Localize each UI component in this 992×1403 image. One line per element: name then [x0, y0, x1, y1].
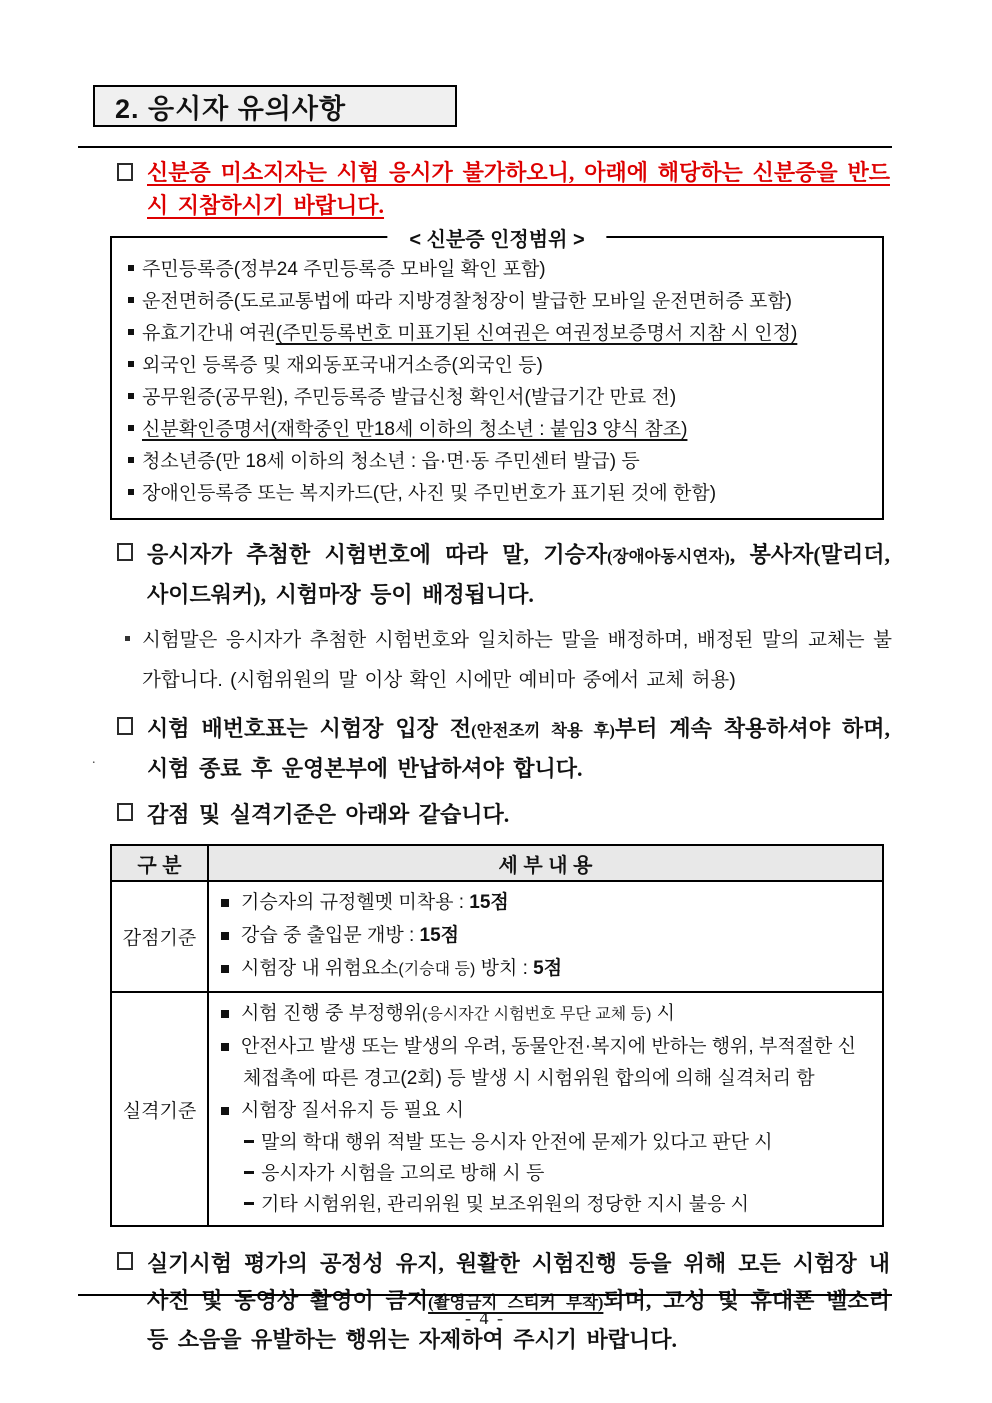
- id-box-title: < 신분증 인정범위 >: [387, 223, 606, 252]
- square-bullet-icon: [128, 297, 134, 303]
- assignment-paragraph: [78, 536, 892, 614]
- id-box-item: [128, 350, 872, 382]
- criteria-table: [110, 844, 884, 1227]
- red-notice-text-wrap: [147, 156, 892, 222]
- number-tag-t1: 시험 배번호표는 시험장 입장 전: [147, 716, 472, 741]
- criteria-intro-paragraph: [78, 796, 892, 834]
- disq-subtext: 응시자가 시험을 고의로 방해 시 등: [261, 1163, 545, 1184]
- disqualification-details: [208, 992, 883, 1226]
- checkbox-icon: [117, 1252, 133, 1270]
- red-notice-text: 신분증 미소지자는 시험 응시가 불가하오니, 아래에 해당하는 신분증을 반드시 지참하시기 바랍니다.: [147, 160, 890, 218]
- criteria-col-category: 구 분: [111, 845, 208, 881]
- small-square-bullet-icon: [125, 636, 130, 641]
- square-bullet-icon: [128, 265, 134, 271]
- assignment-small: (장애아동시연자): [607, 547, 730, 566]
- checkbox-icon: [117, 163, 133, 181]
- deduction-points: 5점: [533, 958, 563, 979]
- id-item-text: 주민등록증(정부24 주민등록증 모바일 확인 포함): [142, 259, 546, 280]
- square-bullet-icon: [128, 393, 134, 399]
- assignment-t2: , 봉사자(말리더, 사이드워커), 시험마장 등이 배정됩니다.: [147, 542, 890, 607]
- filming-small-underlined: (촬영금지 스티커 부착): [428, 1293, 604, 1312]
- assignment-note-text: 시험말은 응시자가 추첨한 시험번호와 일치하는 말을 배정하며, 배정된 말의 교체는 불가합니다. (시험위원의 말 이상 확인 시에만 예비마 중에서 교체 허용): [142, 629, 892, 691]
- criteria-table-header-row: [111, 845, 883, 881]
- disqualification-category: 실격기준: [111, 992, 208, 1226]
- square-bullet-icon: [128, 361, 134, 367]
- disqualification-subline: [221, 1127, 874, 1158]
- square-bullet-icon: [221, 899, 229, 907]
- id-box-item: [128, 318, 872, 350]
- deduction-points: 15점: [419, 925, 460, 946]
- checkbox-icon: [117, 803, 133, 821]
- dash-bullet-icon: [244, 1171, 254, 1174]
- disqualification-row: [111, 992, 883, 1226]
- square-bullet-icon: [221, 1107, 229, 1115]
- disq-text: 시험 진행 중 부정행위: [241, 1003, 423, 1024]
- assignment-text: [147, 536, 892, 614]
- square-bullet-icon: [128, 425, 134, 431]
- criteria-col-detail: 세 부 내 용: [208, 845, 883, 881]
- stray-dot: .: [92, 752, 96, 767]
- red-notice-paragraph: [78, 156, 892, 222]
- deduction-text: 강습 중 출입문 개방 :: [241, 925, 420, 946]
- square-bullet-icon: [221, 1043, 229, 1051]
- disq-subtext: 말의 학대 행위 적발 또는 응시자 안전에 문제가 있다고 판단 시: [261, 1132, 773, 1153]
- deduction-points: 15점: [469, 892, 509, 913]
- section-title: 2. 응시자 유의사항: [115, 93, 347, 124]
- id-box-item: [128, 286, 872, 318]
- checkbox-icon: [117, 717, 133, 735]
- assignment-t1: 응시자가 추첨한 시험번호에 따라 말, 기승자: [147, 542, 608, 567]
- dash-bullet-icon: [244, 1140, 254, 1143]
- square-bullet-icon: [221, 932, 229, 940]
- deduction-category: 감점기준: [111, 881, 208, 992]
- number-tag-small: (안전조끼 착용 후): [471, 721, 615, 740]
- filming-t1: 실기시험 평가의 공정성 유지, 원활한 시험진행 등을 위해 모든 시험장 내 사진 및 동영상 촬영이 금지: [147, 1251, 890, 1313]
- square-bullet-icon: [128, 457, 134, 463]
- number-tag-t2: 부터 계속 착용하셔야 하며, 시험 종료 후 운영본부에 반납하셔야 합니다.: [147, 716, 891, 781]
- criteria-intro-text: 감점 및 실격기준은 아래와 같습니다.: [147, 802, 510, 827]
- document-page: [78, 0, 892, 1403]
- page-number: - 4 -: [465, 1308, 505, 1328]
- id-box-item: [128, 446, 872, 478]
- deduction-row: [111, 881, 883, 992]
- disq-small: (응시자간 시험번호 무단 교체 등): [422, 1006, 652, 1023]
- disqualification-line: [221, 1095, 874, 1127]
- deduction-details: [208, 881, 883, 992]
- disqualification-subline: [221, 1158, 874, 1189]
- id-item-text: 청소년증(만 18세 이하의 청소년 : 읍·면·동 주민센터 발급) 등: [142, 451, 640, 472]
- disq-text2: 시: [651, 1003, 676, 1024]
- section-title-box: [93, 85, 457, 127]
- id-box-item: [128, 478, 872, 510]
- id-item-text: 장애인등록증 또는 복지카드(단, 사진 및 주민번호가 표기된 것에 한함): [142, 483, 717, 504]
- number-tag-text: [147, 710, 892, 788]
- square-bullet-icon: [221, 1010, 229, 1018]
- disqualification-subline: [221, 1189, 874, 1220]
- footer-rule: [78, 1294, 892, 1329]
- id-item-underlined-text: (주민등록번호 미표기된 신여권은 여권정보증명서 지참 시 인정): [275, 323, 798, 344]
- id-item-underlined-text: 신분확인증명서(재학중인 만18세 이하의 청소년 : 붙임3 양식 참조): [142, 419, 688, 440]
- number-tag-paragraph: [78, 710, 892, 788]
- filming-t2: 되며, 고성 및 휴대폰 벨소리 등 소음을 유발하는 행위는 자제하여 주시기 바랍니다.: [147, 1288, 890, 1352]
- dash-bullet-icon: [244, 1202, 254, 1205]
- deduction-line: [221, 887, 874, 920]
- deduction-text2: 방치 :: [475, 958, 534, 979]
- deduction-line: [221, 920, 874, 953]
- id-box-item: [128, 414, 872, 446]
- id-box-item: [128, 254, 872, 286]
- disq-text: 시험장 질서유지 등 필요 시: [241, 1100, 465, 1121]
- deduction-small: (기승대 등): [398, 961, 476, 978]
- id-item-text: 운전면허증(도로교통법에 따라 지방경찰청장이 발급한 모바일 운전면허증 포함): [142, 291, 793, 312]
- id-item-text: 유효기간내 여권: [142, 323, 276, 344]
- disq-text: 안전사고 발생 또는 발생의 우려, 동물안전·복지에 반하는 행위, 부적절한 신체접촉에 따른 경고(2회) 등 발생 시 시험위원 합의에 의해 실격처리 함: [241, 1036, 857, 1089]
- header-rule: [78, 146, 892, 148]
- deduction-text: 시험장 내 위험요소: [241, 958, 399, 979]
- id-accept-box: [110, 229, 884, 520]
- deduction-line: [221, 953, 874, 986]
- disq-subtext: 기타 시험위원, 관리위원 및 보조위원의 정당한 지시 불응 시: [261, 1194, 750, 1215]
- disqualification-line: [221, 998, 874, 1031]
- deduction-text: 기승자의 규정헬멧 미착용 :: [241, 892, 470, 913]
- checkbox-icon: [117, 543, 133, 561]
- id-box-item: [128, 382, 872, 414]
- square-bullet-icon: [128, 489, 134, 495]
- id-item-text: 공무원증(공무원), 주민등록증 발급신청 확인서(발급기간 만료 전): [142, 387, 677, 408]
- id-item-text: 외국인 등록증 및 재외동포국내거소증(외국인 등): [142, 355, 543, 376]
- square-bullet-icon: [128, 329, 134, 335]
- assignment-note: [78, 620, 892, 700]
- square-bullet-icon: [221, 965, 229, 973]
- disqualification-line: [221, 1031, 874, 1095]
